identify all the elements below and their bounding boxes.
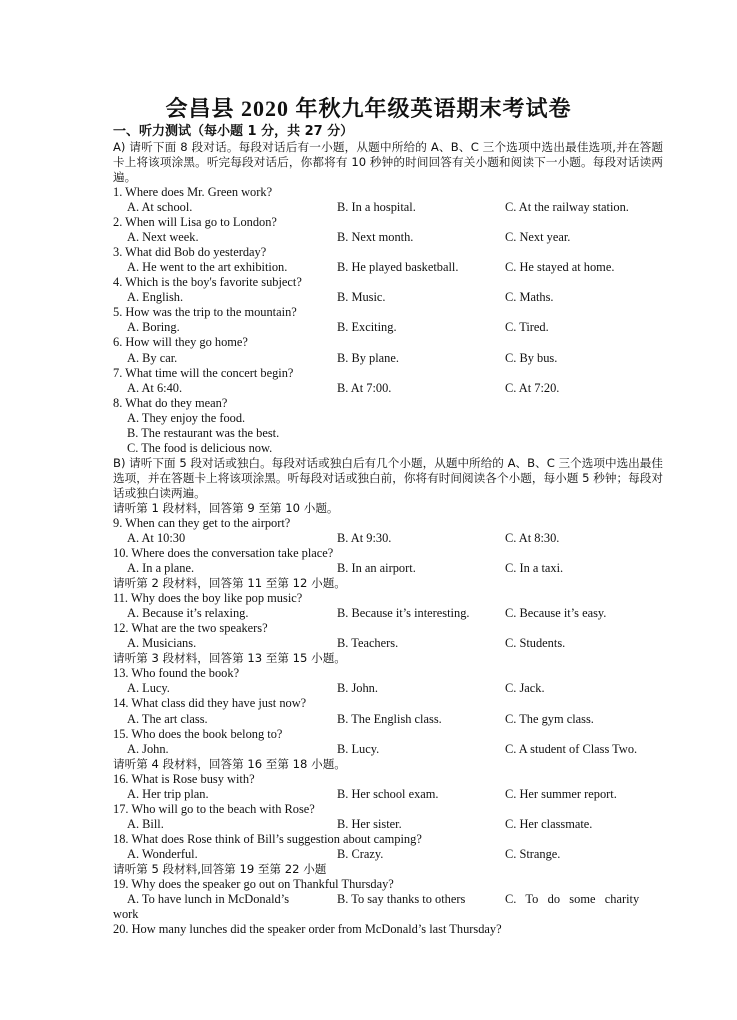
question-19-option-c: C. To do some charity xyxy=(505,892,640,907)
material-3-questions xyxy=(113,666,663,756)
page-title: 会昌县 2020 年秋九年级英语期末考试卷 xyxy=(165,96,572,121)
option-a: A. In a plane. xyxy=(127,561,195,576)
option-b: B. By plane. xyxy=(337,350,399,365)
question-stem: 2. When will Lisa go to London? xyxy=(113,215,277,230)
option-b: B. Next month. xyxy=(337,230,414,245)
question-19-option-b: B. To say thanks to others xyxy=(337,892,466,907)
option-c: C. Students. xyxy=(505,636,566,651)
option-b: B. John. xyxy=(337,681,378,696)
option-c: C. The gym class. xyxy=(505,711,594,726)
question-8-option-a: A. They enjoy the food. xyxy=(127,410,246,425)
option-a: A. At 6:40. xyxy=(127,380,183,395)
option-a: A. Because it’s relaxing. xyxy=(127,606,249,621)
option-b: B. Teachers. xyxy=(337,636,399,651)
option-a: A. He went to the art exhibition. xyxy=(127,260,288,275)
option-c: C. Her summer report. xyxy=(505,786,617,801)
question-stem: 4. Which is the boy's favorite subject? xyxy=(113,275,302,290)
question-options xyxy=(113,290,663,305)
question-options xyxy=(113,531,663,546)
question-options xyxy=(113,712,663,727)
question-options xyxy=(113,561,663,576)
material-2-questions xyxy=(113,591,663,651)
option-a: A. Lucy. xyxy=(127,681,170,696)
option-c: C. In a taxi. xyxy=(505,561,564,576)
question-19-option-a: A. To have lunch in McDonald’s xyxy=(127,892,290,907)
question-stem: 14. What class did they have just now? xyxy=(113,696,307,711)
option-b: B. In an airport. xyxy=(337,561,416,576)
option-b: B. Exciting. xyxy=(337,320,397,335)
question-stem: 12. What are the two speakers? xyxy=(113,621,268,636)
material-4-instruction: 请听第 4 段材料，回答第 16 至第 18 小题。 xyxy=(113,756,346,771)
option-c: C. Tired. xyxy=(505,320,549,335)
question-options xyxy=(113,817,663,832)
material-5-instruction: 请听第 5 段材料,回答第 19 至第 22 小题 xyxy=(113,861,327,876)
part-a-intro: A) 请听下面 8 段对话。每段对话后有一小题，从题中所给的 A、B、C 三个选项中选出最佳选项,并在答题卡上将该项涂黑。听完每段对话后，你都将有 10 秒钟的时间回答有关小题和阅读下一小题。每段对话读两遍。 xyxy=(113,140,663,185)
question-options xyxy=(113,200,663,215)
option-a: A. Wonderful. xyxy=(127,846,198,861)
option-a: A. At school. xyxy=(127,200,193,215)
option-b: B. The English class. xyxy=(337,711,442,726)
material-4-questions xyxy=(113,772,663,862)
option-a: A. By car. xyxy=(127,350,178,365)
option-a: A. John. xyxy=(127,741,169,756)
option-c: C. A student of Class Two. xyxy=(505,741,638,756)
option-a: A. Musicians. xyxy=(127,636,197,651)
option-b: B. Her school exam. xyxy=(337,786,439,801)
option-b: B. Music. xyxy=(337,290,386,305)
question-stem: 1. Where does Mr. Green work? xyxy=(113,185,273,199)
option-c: C. Maths. xyxy=(505,290,554,305)
question-stem: 18. What does Rose think of Bill’s suggestion about camping? xyxy=(113,831,422,846)
option-b: B. Crazy. xyxy=(337,846,384,861)
option-c: C. He stayed at home. xyxy=(505,260,615,275)
option-b: B. He played basketball. xyxy=(337,260,459,275)
question-options xyxy=(113,320,663,335)
option-b: B. Because it’s interesting. xyxy=(337,606,470,621)
question-options xyxy=(113,847,663,862)
option-b: B. At 7:00. xyxy=(337,380,392,395)
question-options xyxy=(113,636,663,651)
question-stem: 17. Who will go to the beach with Rose? xyxy=(113,801,315,816)
question-stem: 10. Where does the conversation take place? xyxy=(113,545,334,560)
option-c: C. Jack. xyxy=(505,681,545,696)
option-c: C. At 8:30. xyxy=(505,530,560,545)
section-heading: 一、听力测试（每小题 1 分，共 27 分） xyxy=(113,124,354,139)
option-a: A. Her trip plan. xyxy=(127,786,209,801)
option-b: B. Lucy. xyxy=(337,741,380,756)
question-stem: 5. How was the trip to the mountain? xyxy=(113,305,297,320)
question-8-option-c: C. The food is delicious now. xyxy=(127,440,273,455)
question-options xyxy=(113,681,663,696)
option-c: C. Her classmate. xyxy=(505,816,593,831)
option-c: C. At the railway station. xyxy=(505,200,629,215)
option-a: A. Boring. xyxy=(127,320,180,335)
option-b: B. In a hospital. xyxy=(337,200,416,215)
question-options xyxy=(113,260,663,275)
question-20-stem: 20. How many lunches did the speaker order from McDonald’s last Thursday? xyxy=(113,922,502,937)
material-1-instruction: 请听第 1 段材料，回答第 9 至第 10 小题。 xyxy=(113,500,339,515)
material-1-questions xyxy=(113,516,663,576)
option-c: C. By bus. xyxy=(505,350,558,365)
option-b: B. Her sister. xyxy=(337,816,402,831)
option-a: A. At 10:30 xyxy=(127,530,186,545)
option-c: C. Because it’s easy. xyxy=(505,606,607,621)
question-options xyxy=(113,230,663,245)
question-stem: 11. Why does the boy like pop music? xyxy=(113,591,303,606)
question-stem: 13. Who found the book? xyxy=(113,666,240,681)
exam-content xyxy=(113,140,663,937)
question-19-stem: 19. Why does the speaker go out on Thankful Thursday? xyxy=(113,877,394,892)
question-options xyxy=(113,742,663,757)
question-stem: 9. When can they get to the airport? xyxy=(113,515,291,530)
option-b: B. At 9:30. xyxy=(337,530,392,545)
option-a: A. English. xyxy=(127,290,184,305)
question-options xyxy=(113,351,663,366)
question-options xyxy=(113,787,663,802)
part-b-intro: B) 请听下面 5 段对话或独白。每段对话或独白后有几个小题，从题中所给的 A、B、C 三个选项中选出最佳选项，并在答题卡上将该项涂黑。听每段对话或独白前，你将有时间阅读各个小题，每小题 5 秒钟；每段对话或独白读两遍。 xyxy=(113,455,663,500)
option-c: C. Strange. xyxy=(505,846,561,861)
option-c: C. Next year. xyxy=(505,230,571,245)
option-c: C. At 7:20. xyxy=(505,380,560,395)
question-19-option-c-continued: work xyxy=(113,907,139,922)
question-options xyxy=(113,381,663,396)
question-stem: 7. What time will the concert begin? xyxy=(113,365,294,380)
question-stem: 3. What did Bob do yesterday? xyxy=(113,245,267,260)
part-a-questions xyxy=(113,185,663,396)
option-a: A. Bill. xyxy=(127,816,164,831)
question-19-options xyxy=(113,892,663,907)
question-stem: 16. What is Rose busy with? xyxy=(113,771,255,786)
question-8-option-b: B. The restaurant was the best. xyxy=(127,425,280,440)
option-a: A. Next week. xyxy=(127,230,199,245)
material-3-instruction: 请听第 3 段材料，回答第 13 至第 15 小题。 xyxy=(113,651,346,666)
question-options xyxy=(113,606,663,621)
question-8-stem: 8. What do they mean? xyxy=(113,395,228,410)
material-2-instruction: 请听第 2 段材料，回答第 11 至第 12 小题。 xyxy=(113,576,346,591)
option-a: A. The art class. xyxy=(127,711,208,726)
question-stem: 15. Who does the book belong to? xyxy=(113,726,283,741)
question-stem: 6. How will they go home? xyxy=(113,335,248,350)
